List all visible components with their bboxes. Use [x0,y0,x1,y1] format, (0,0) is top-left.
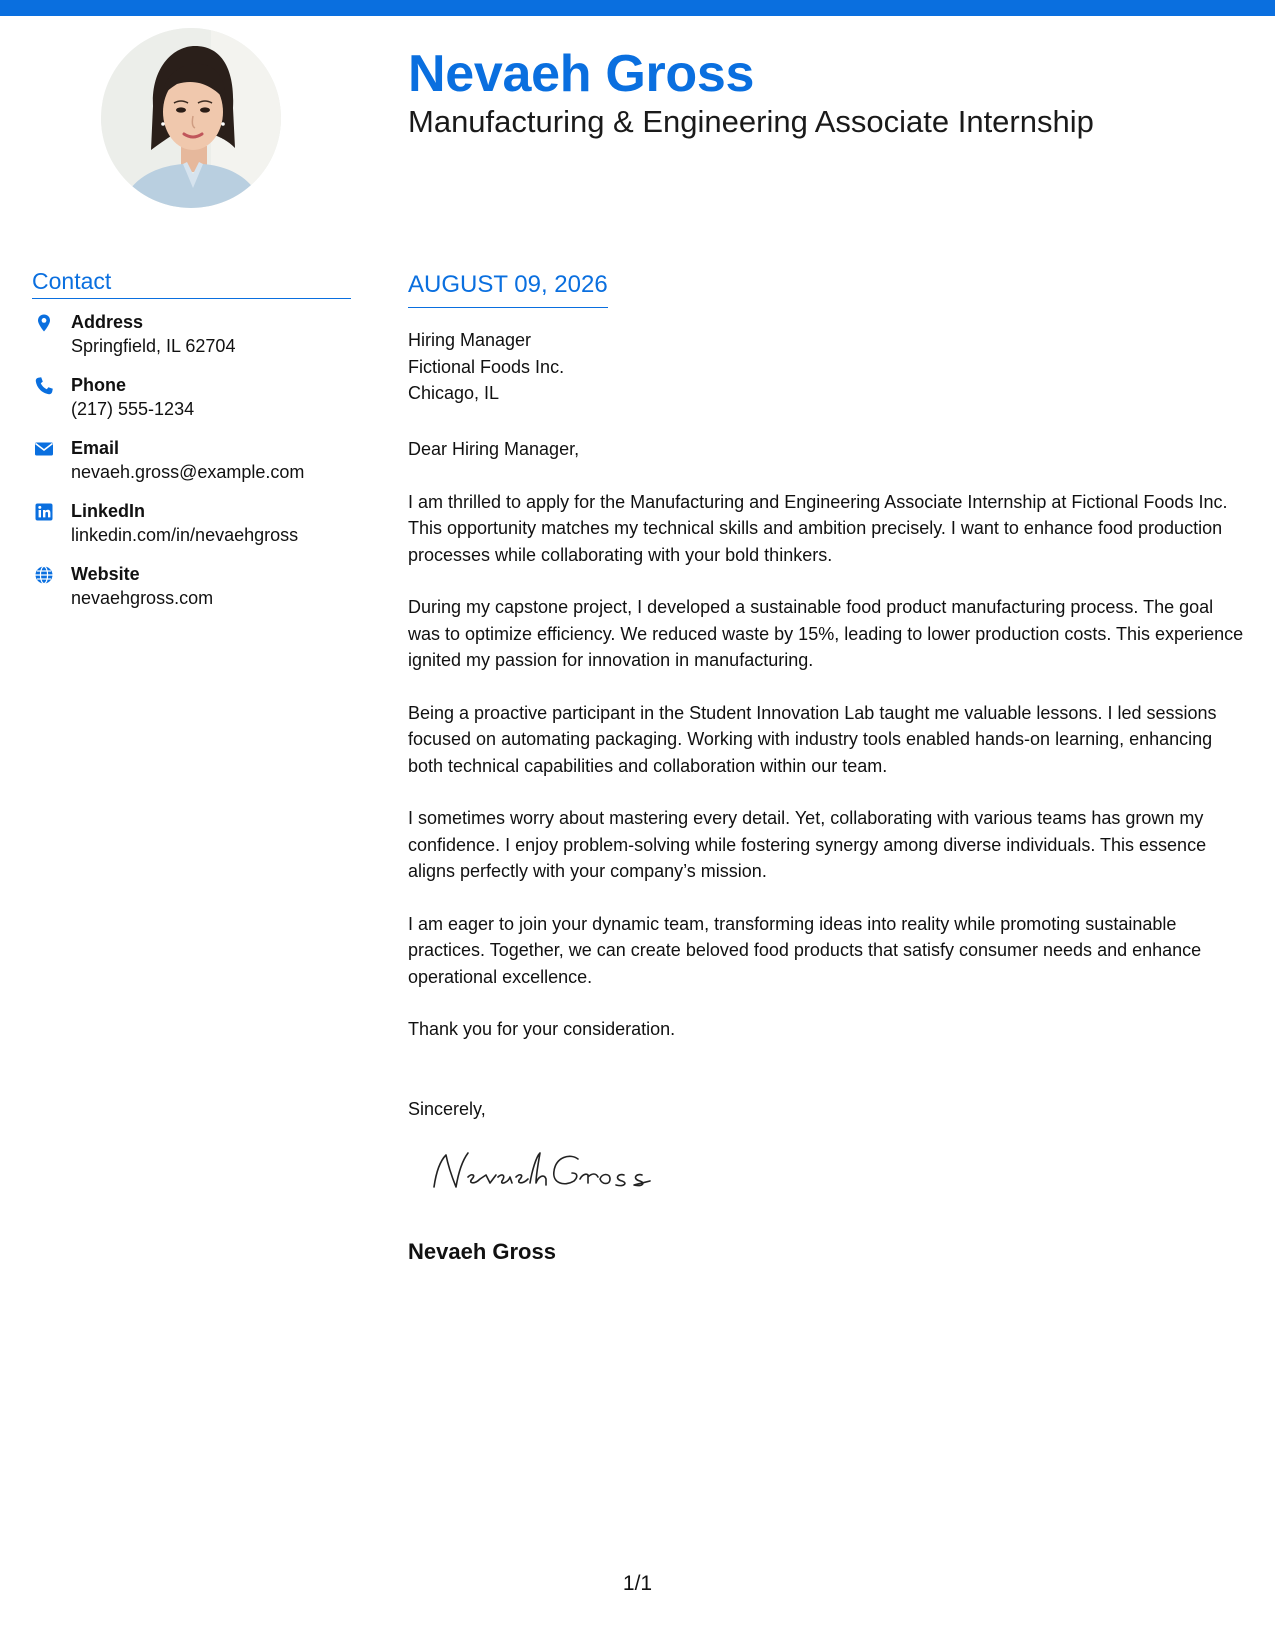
contact-item-linkedin [32,499,352,562]
email-value: nevaeh.gross@example.com [71,462,305,482]
signature-name: Nevaeh Gross [408,1239,556,1264]
envelope-icon [34,439,54,459]
phone-icon [34,376,54,396]
body-paragraph: During my capstone project, I developed a sustainable food product manufacturing process. The goal was to optimize efficiency. We reduced waste by 15%, leading to lower production costs. This experience ignited my passion for innovation in manufacturing. [408,597,1244,670]
salutation: Dear Hiring Manager, [408,439,580,459]
contact-label: LinkedIn [71,501,146,521]
recipient-line: Hiring Manager [408,330,532,350]
contact-item-phone [32,373,352,436]
location-pin-icon [34,313,54,333]
body-paragraph: I am thrilled to apply for the Manufacturing and Engineering Associate Internship at Fictional Foods Inc. This opportunity matches my technical skills and ambition precisely. I want to enhance food production processes while collaborating with your bold thinkers. [408,491,1228,565]
contact-heading: Contact [32,266,351,299]
handwritten-signature [428,1143,668,1203]
profile-photo [101,28,281,208]
contact-label: Website [71,564,140,584]
contact-item-email [32,436,352,499]
contact-item-address [32,310,352,373]
body-paragraph: Being a proactive participant in the Student Innovation Lab taught me valuable lessons. I led sessions focused on automating packaging. Working with industry tools enabled hands-on learning, enhancing both technical capabilities and collaboration within our team. [408,702,1217,776]
thank-you-line: Thank you for your consideration. [408,1019,676,1039]
globe-icon [34,565,54,585]
website-value: nevaehgross.com [71,588,214,608]
recipient-block [408,327,564,407]
letter-body [408,436,1248,1069]
top-accent-bar [0,0,1275,16]
applicant-name: Nevaeh Gross [408,45,755,103]
job-title: Manufacturing & Engineering Associate Internship [408,104,1094,139]
body-paragraph: I sometimes worry about mastering every detail. Yet, collaborating with various teams has grown my confidence. I enjoy problem-solving while fostering synergy among diverse individuals. This essence aligns perfectly with your company’s mission. [408,808,1207,881]
letter-date: AUGUST 09, 2026 [408,269,608,308]
contact-label: Email [71,438,120,458]
closing: Sincerely, [408,1099,486,1119]
contact-list [32,310,352,625]
contact-label: Address [71,312,144,332]
recipient-line: Fictional Foods Inc. [408,356,565,377]
recipient-line: Chicago, IL [408,383,500,403]
linkedin-icon [34,502,54,522]
page-number: 1/1 [622,1572,653,1595]
phone-value: (217) 555-1234 [71,399,195,419]
body-paragraph: I am eager to join your dynamic team, transforming ideas into reality while promoting sustainable practices. Together, we can create beloved food products that satisfy consumer needs and enhance operational excellence. [408,913,1202,987]
contact-item-website [32,562,352,625]
linkedin-value: linkedin.com/in/nevaehgross [71,525,299,545]
contact-label: Phone [71,375,127,395]
address-value: Springfield, IL 62704 [71,336,236,356]
